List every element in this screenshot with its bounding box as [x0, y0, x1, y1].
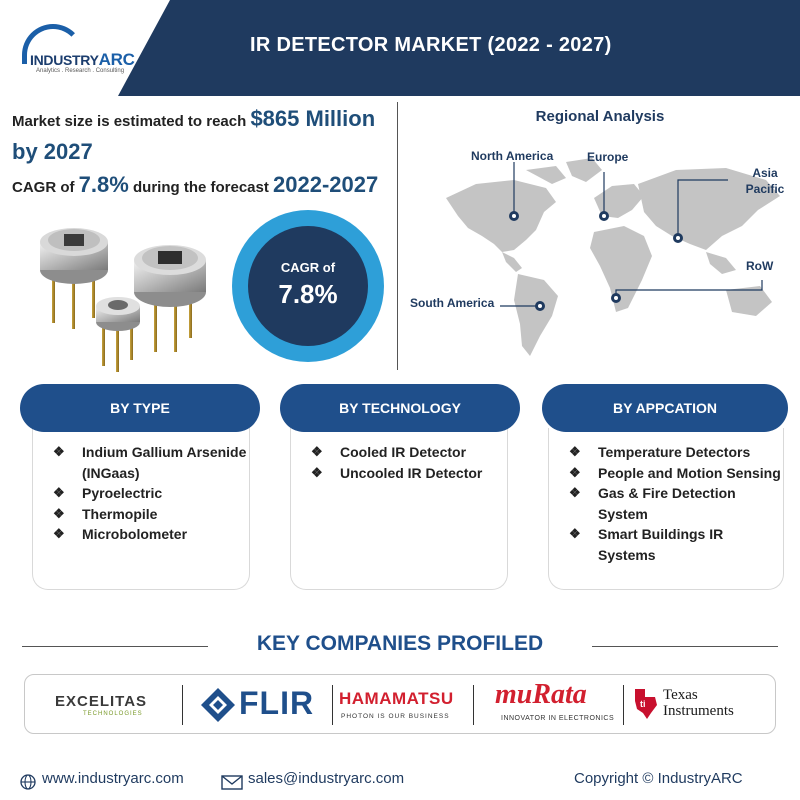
cagr-ring: [232, 210, 384, 362]
website-link[interactable]: www.industryarc.com: [42, 770, 184, 787]
diamond-bullet-icon: ❖: [53, 444, 65, 459]
page-title: IR DETECTOR MARKET (2022 - 2027): [250, 34, 612, 56]
by-technology-header: BY TECHNOLOGY: [280, 384, 520, 432]
texas-state-icon: [633, 687, 659, 721]
logo-text: INDUSTRYARC: [30, 50, 135, 69]
list-item: ❖ Gas & Fire Detection System: [569, 485, 736, 522]
regional-analysis-title: Regional Analysis: [535, 108, 665, 125]
section-rule-right: [592, 646, 778, 647]
by-type-header: BY TYPE: [20, 384, 260, 432]
cagr-ring-center: [248, 226, 368, 346]
email-link[interactable]: sales@industryarc.com: [248, 770, 405, 787]
market-size-text: Market size is estimated to reach $865 Million by 2027: [12, 106, 376, 164]
ir-sensor-image: [34, 208, 234, 378]
region-label-asia-pacific: Asia Pacific: [745, 166, 785, 196]
mail-icon: [221, 775, 243, 790]
list-item: ❖ Cooled IR Detector: [311, 442, 507, 463]
diamond-bullet-icon: ❖: [569, 464, 581, 480]
diamond-bullet-icon: ❖: [569, 444, 581, 459]
logo-separator: [473, 685, 474, 725]
by-application-list: [549, 428, 783, 565]
company-logos-strip: [24, 674, 776, 734]
section-rule-left: [22, 646, 208, 647]
world-map: [406, 140, 796, 370]
murata-logo: muRata INNOVATOR IN ELECTRONICS: [495, 679, 615, 722]
list-item: ❖ Pyroelectric: [53, 483, 249, 504]
header: [0, 0, 800, 96]
by-application-panel: [548, 428, 784, 590]
region-label-row: RoW: [746, 259, 774, 273]
diamond-bullet-icon: ❖: [311, 464, 323, 480]
footer: [0, 760, 800, 800]
flir-diamond-icon: [201, 688, 235, 722]
key-companies-title: KEY COMPANIES PROFILED: [256, 632, 544, 655]
diamond-bullet-icon: ❖: [53, 526, 65, 541]
by-application-header: BY APPCATION: [542, 384, 788, 432]
diamond-bullet-icon: ❖: [311, 444, 323, 459]
diamond-bullet-icon: ❖: [53, 505, 65, 521]
diamond-bullet-icon: ❖: [569, 526, 581, 541]
ti-wordmark: Texas Instruments: [663, 687, 734, 719]
vertical-divider: [397, 102, 398, 370]
logo-tagline: Analytics . Research . Consulting: [36, 68, 125, 74]
by-type-panel: [32, 428, 250, 590]
by-technology-panel: [290, 428, 508, 590]
list-item: ❖ People and Motion Sensing: [569, 463, 783, 484]
flir-logo: FLIR: [191, 675, 331, 735]
cagr-ring-value: 7.8%: [278, 279, 338, 309]
continents: [446, 158, 780, 356]
cagr-ring-label: CAGR of: [280, 260, 336, 275]
cagr-value: 7.8%: [78, 172, 129, 197]
excelitas-logo: EXCELITAS TECHNOLOGIES: [55, 693, 148, 717]
region-label-europe: Europe: [587, 150, 629, 164]
list-item: ❖ Uncooled IR Detector: [311, 463, 507, 484]
list-item: ❖ Smart Buildings IR Systems: [569, 526, 724, 563]
logo-separator: [182, 685, 183, 725]
list-item: ❖ Temperature Detectors: [569, 442, 783, 463]
region-label-north-america: North America: [471, 149, 554, 163]
region-label-south-america: South America: [410, 296, 495, 310]
forecast-period: 2022-2027: [273, 172, 379, 197]
copyright-text: Copyright © IndustryARC: [574, 770, 743, 787]
cagr-text: CAGR of 7.8% during the forecast 2022-2027: [12, 172, 379, 197]
diamond-bullet-icon: ❖: [53, 485, 65, 500]
by-technology-list: [291, 428, 507, 483]
hamamatsu-logo: HAMAMATSU PHOTON IS OUR BUSINESS: [339, 689, 454, 720]
list-item: ❖ Microbolometer: [53, 524, 249, 545]
svg-text:ti: ti: [640, 699, 646, 709]
list-item: ❖ Thermopile: [53, 504, 249, 525]
list-item: ❖ Indium Gallium Arsenide (INGaas): [53, 444, 247, 481]
globe-icon: [20, 774, 36, 790]
by-type-list: [33, 428, 249, 545]
diamond-bullet-icon: ❖: [569, 485, 581, 500]
industryarc-logo: [22, 24, 142, 74]
texas-instruments-logo: [629, 675, 769, 735]
market-size-value: $865 Million by 2027: [12, 106, 376, 164]
logo-separator: [332, 685, 333, 725]
logo-separator: [623, 685, 624, 725]
